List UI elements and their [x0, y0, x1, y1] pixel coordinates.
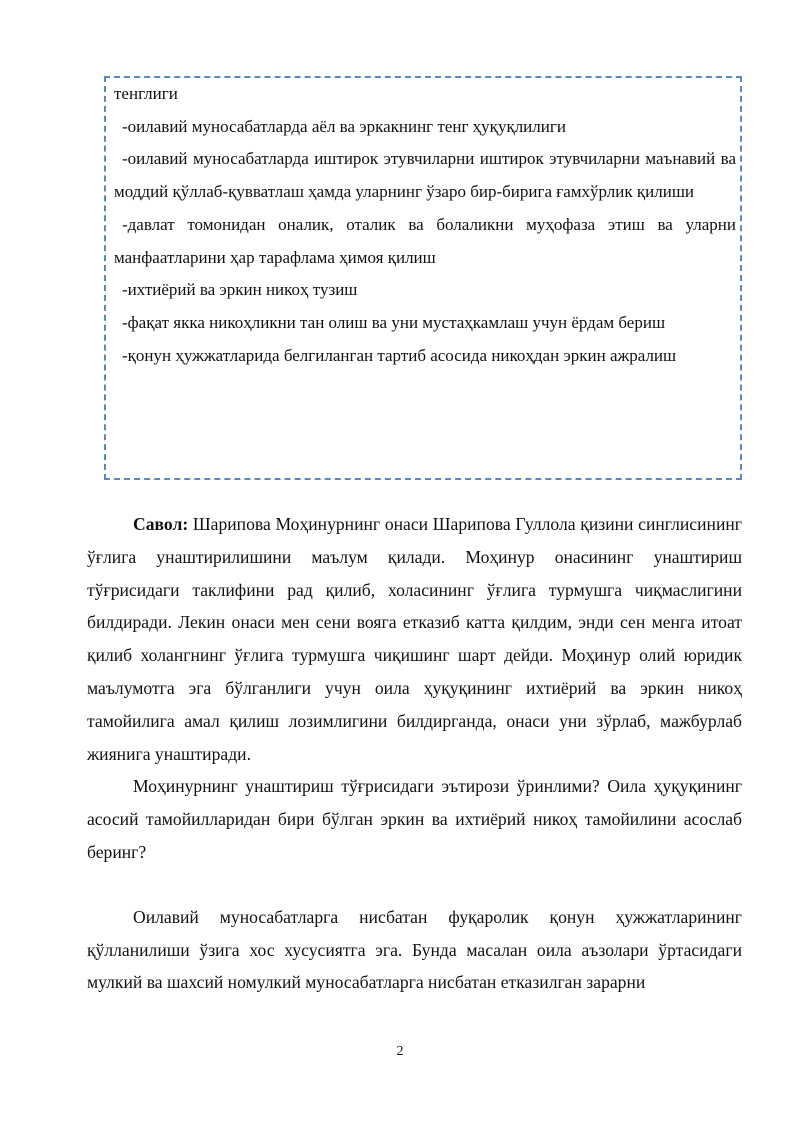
question-text: Шарипова Моҳинурнинг онаси Шарипова Гуллола қизини синглисининг ўғлига унаштирилишини маълум қилади. Моҳинур онасининг унаштириш тўғрисидаги таклифини рад қилиб, холасининг ўғлига турмушга чиқмаслигини билдиради. Лекин онаси мен сени вояга етказиб катта қилдим, энди сен менга итоат қилиб холангнинг ўғлига турмушга чиқишинг шарт дейди. Моҳинур олий юридик маълумотга эга бўлганлиги учун оила ҳуқуқининг ихтиёрий ва эркин никоҳ тамойилига амал қилиш лозимлигини билдирганда, онаси уни зўрлаб, мажбурлаб жиянига унаштиради. [87, 514, 742, 764]
page-number: 2 [396, 1044, 404, 1059]
principles-line-0: тенглиги [114, 84, 178, 103]
principles-line-3: -давлат томонидан оналик, оталик ва болаликни муҳофаза этиш ва уларни манфаатларини ҳар тарафлама ҳимоя қилиш [114, 214, 736, 267]
question-label: Савол: [133, 514, 189, 534]
question-paragraph [87, 508, 742, 770]
principles-line-6: -қонун ҳужжатларида белгиланган тартиб асосида никоҳдан эркин ажралиш [122, 345, 677, 365]
question-prompt: Моҳинурнинг унаштириш тўғрисидаги эътирози ўринлими? Оила ҳуқуқининг асосий тамойилларидан бири бўлган эркин ва ихтиёрий никоҳ тамойилини асослаб беринг? [87, 776, 742, 862]
principles-line-2: -оилавий муносабатларда иштирок этувчиларни иштирок этувчиларни маънавий ва моддий қўллаб-қувватлаш ҳамда уларнинг ўзаро бир-бирига ғамхўрлик қилиши [114, 149, 736, 202]
principles-list [114, 78, 736, 372]
principles-line-4: -ихтиёрий ва эркин никоҳ тузиш [122, 280, 358, 300]
principles-line-5: -фақат якка никоҳликни тан олиш ва уни мустаҳкамлаш учун ёрдам бериш [122, 312, 666, 332]
main-text [87, 508, 742, 999]
answer-paragraph: Оилавий муносабатларга нисбатан фуқаролик қонун ҳужжатларининг қўлланилиши ўзига хос хусусиятга эга. Бунда масалан оила аъзолари ўртасидаги мулкий ва шахсий номулкий муносабатларга нисбатан етказилган зарарни [87, 906, 742, 993]
principles-line-1: -оилавий муносабатларда аёл ва эркакнинг тенг ҳуқуқлилиги [122, 116, 566, 136]
